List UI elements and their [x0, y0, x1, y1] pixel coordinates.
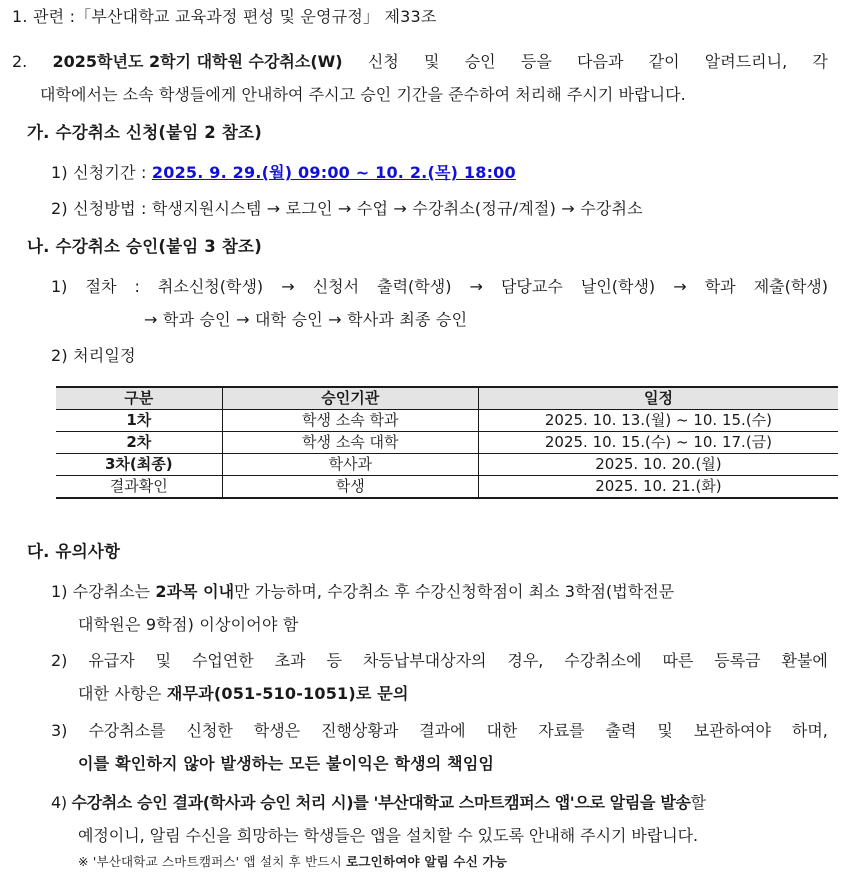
word: 신청한: [186, 721, 233, 740]
word: 보관하여야: [693, 721, 771, 740]
word: 출력: [605, 721, 637, 740]
application-period-label: 1) 신청기간 :: [51, 163, 147, 182]
word: 따른: [662, 651, 694, 670]
item-1: [12, 6, 437, 28]
note-1-prefix: 1) 수강취소는: [51, 582, 151, 601]
word: 학생은: [253, 721, 301, 740]
application-period: [51, 162, 516, 184]
word: 차등납부대상자의: [362, 651, 487, 670]
word: 등: [326, 651, 342, 670]
arrow: →: [281, 277, 295, 296]
word: 제출(학생): [753, 277, 828, 296]
row-category: 2차: [56, 432, 222, 454]
table-row: [56, 410, 838, 432]
word: 신청서: [312, 277, 360, 296]
word: 신청: [367, 52, 399, 71]
row-schedule: 2025. 10. 20.(월): [478, 454, 838, 476]
note-4-rest: 할: [690, 793, 706, 812]
note-4-line-1: [51, 792, 706, 814]
table-row: [56, 476, 838, 499]
word: 알려드리니,: [704, 52, 788, 71]
table-row: [56, 454, 838, 476]
note-3-line-2: 이를 확인하지 않아 발생하는 모든 불이익은 학생의 책임임: [78, 754, 495, 773]
row-schedule: 2025. 10. 13.(월) ~ 10. 15.(수): [478, 410, 838, 432]
arrow: →: [469, 277, 483, 296]
note-1-line-2: 대학원은 9학점) 이상이어야 함: [78, 615, 299, 634]
row-approver: 학생 소속 대학: [222, 432, 478, 454]
word: 1): [51, 277, 68, 296]
row-category: 3차(최종): [56, 454, 222, 476]
item-1-text: :「부산대학교 교육과정 편성 및 운영규정」 제33조: [69, 7, 437, 26]
word: 절차: [85, 277, 117, 296]
word: 환불에: [781, 651, 828, 670]
row-approver: 학생: [222, 476, 478, 499]
word: 결과에: [419, 721, 466, 740]
word: 등을: [520, 52, 552, 71]
word: 학과: [704, 277, 736, 296]
item-1-label: 관련: [32, 7, 65, 26]
word: 및: [155, 651, 172, 670]
arrow: →: [673, 277, 687, 296]
note-2-line-2: [78, 683, 409, 705]
word: 등록금: [714, 651, 761, 670]
footnote-bold: 로그인하여야 알림 수신 가능: [346, 854, 508, 869]
item-2-bold-title: 2025학년도 2학기 대학원 수강취소(W): [52, 52, 343, 71]
item-2-line-2: 대학에서는 소속 학생들에게 안내하여 주시고 승인 기간을 준수하여 처리해 주시기 바랍니다.: [40, 85, 686, 104]
table-row: [56, 432, 838, 454]
word: 초과: [274, 651, 306, 670]
application-method: 2) 신청방법 : 학생지원시스템 → 로그인 → 수업 → 수강취소(정규/계절) → 수강취소: [51, 199, 643, 218]
finance-office-contact: 재무과(051-510-1051)로 문의: [166, 684, 409, 703]
word: 유급자: [88, 651, 135, 670]
header-category: 구분: [56, 387, 222, 410]
row-approver: 학사과: [222, 454, 478, 476]
word: 수강취소를: [88, 721, 166, 740]
row-schedule: 2025. 10. 15.(수) ~ 10. 17.(금): [478, 432, 838, 454]
word: 같이: [648, 52, 680, 71]
word: 취소신청(학생): [157, 277, 264, 296]
note-4-number: 4): [51, 793, 67, 812]
word: 날인(학생): [580, 277, 656, 296]
word: 및: [424, 52, 440, 71]
row-category: 결과확인: [56, 476, 222, 499]
note-1-bold: 2과목 이내: [155, 582, 235, 601]
header-schedule: 일정: [478, 387, 838, 410]
procedure-line-1: [51, 276, 828, 298]
note-1-rest: 만 가능하며, 수강취소 후 수강신청학점이 최소 3학점(법학전문: [234, 582, 675, 601]
procedure-line-2: → 학과 승인 → 대학 승인 → 학사과 최종 승인: [144, 310, 468, 329]
word: 및: [657, 721, 673, 740]
footnote: [78, 851, 507, 873]
note-2-prefix: 대한 사항은: [78, 684, 162, 703]
note-4-line-2: 예정이니, 알림 수신을 희망하는 학생들은 앱을 설치할 수 있도록 안내해 주시기 바랍니다.: [78, 826, 699, 845]
word: 하며,: [791, 721, 828, 740]
note-2-line-1: [51, 650, 828, 672]
word: 각: [812, 52, 828, 71]
row-schedule: 2025. 10. 21.(화): [478, 476, 838, 499]
word: 3): [51, 721, 68, 740]
row-approver: 학생 소속 학과: [222, 410, 478, 432]
section-b-heading: 나. 수강취소 승인(붙임 3 참조): [27, 237, 262, 256]
item-2-number: 2.: [12, 52, 28, 71]
word: 승인: [464, 52, 496, 71]
section-a-heading: 가. 수강취소 신청(붙임 2 참조): [27, 123, 262, 142]
section-c-heading: 다. 유의사항: [27, 542, 121, 561]
word: 수강취소에: [564, 651, 642, 670]
word: 대한: [486, 721, 518, 740]
note-3-line-1: [51, 720, 828, 742]
word: 진행상황과: [321, 721, 399, 740]
item-2-line-1: [12, 51, 828, 73]
word: 경우,: [507, 651, 544, 670]
schedule-label: 2) 처리일정: [51, 346, 136, 365]
schedule-table: [56, 386, 838, 499]
word: :: [134, 277, 140, 296]
application-period-value: 2025. 9. 29.(월) 09:00 ~ 10. 2.(목) 18:00: [151, 163, 516, 182]
word: 다음과: [577, 52, 624, 71]
word: 수업연한: [191, 651, 254, 670]
word: 담당교수: [500, 277, 563, 296]
table-header-row: [56, 387, 838, 410]
header-approver: 승인기관: [222, 387, 478, 410]
word: 2): [51, 651, 68, 670]
note-1-line-1: [51, 581, 674, 603]
footnote-prefix: ※ '부산대학교 스마트캠퍼스' 앱 설치 후 반드시: [78, 854, 342, 869]
row-category: 1차: [56, 410, 222, 432]
item-1-number: 1.: [12, 7, 28, 26]
word: 자료를: [538, 721, 585, 740]
note-4-bold: 수강취소 승인 결과(학사과 승인 처리 시)를 '부산대학교 스마트캠퍼스 앱'으로 알림을 발송: [71, 793, 691, 812]
word: 출력(학생): [377, 277, 452, 296]
